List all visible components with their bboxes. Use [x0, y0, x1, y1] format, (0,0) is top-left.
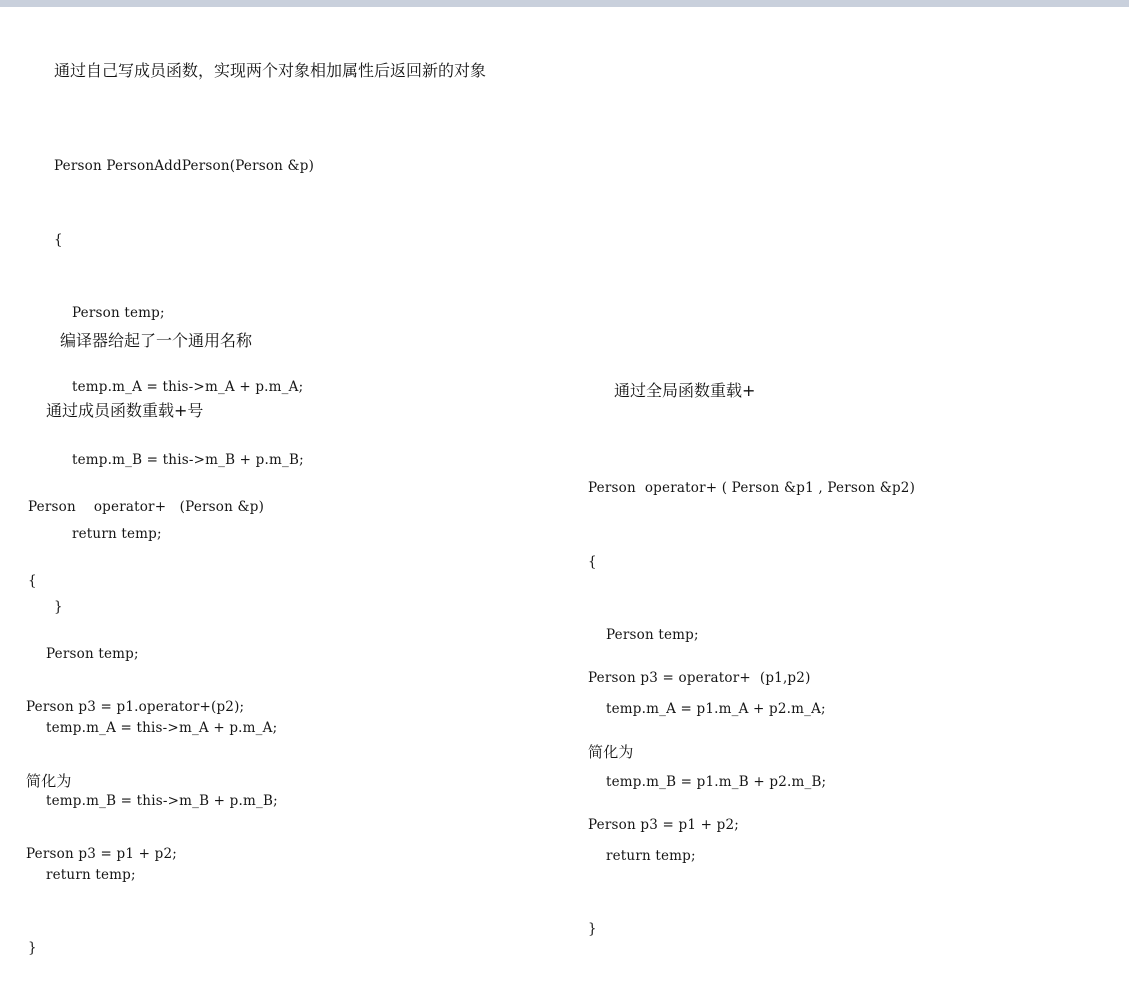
member-overload-heading: 通过成员函数重载+号 [46, 401, 204, 420]
code-line: return temp; [28, 866, 136, 883]
call-short: Person p3 = p1 + p2; [588, 817, 739, 833]
section2-heading: 编译器给起了一个通用名称 [60, 331, 253, 350]
code-line: } [54, 599, 63, 615]
code-line: temp.m_A = p1.m_A + p2.m_A; [588, 700, 826, 717]
call-full: Person p3 = p1.operator+(p2); [26, 699, 245, 715]
code-line: return temp; [588, 847, 696, 864]
global-overload-heading: 通过全局函数重载+ [614, 381, 756, 400]
code-line: { [54, 231, 63, 248]
code-line: } [28, 940, 37, 956]
code-line: } [588, 921, 597, 937]
code-line: temp.m_B = this->m_B + p.m_B; [28, 793, 278, 809]
section1-heading: 通过自己写成员函数，实现两个对象相加属性后返回新的对象 [54, 61, 487, 80]
code-line: return temp; [54, 525, 162, 542]
code-line: temp.m_B = this->m_B + p.m_B; [54, 452, 304, 468]
code-line: Person PersonAddPerson(Person &p) [54, 158, 315, 174]
call-full: Person p3 = operator+ (p1,p2) [588, 670, 811, 686]
code-line: Person temp; [588, 627, 699, 643]
simplify-label: 简化为 [588, 742, 634, 761]
code-line: { [28, 572, 37, 589]
code-line: Person operator+ (Person &p) [28, 499, 265, 515]
top-bar [0, 0, 1129, 7]
code-line: Person temp; [28, 646, 139, 662]
member-overload-usage [26, 646, 244, 891]
code-line: { [588, 553, 597, 570]
simplify-label: 简化为 [26, 771, 72, 790]
code-line: temp.m_A = this->m_A + p.m_A; [28, 719, 278, 736]
code-line: Person temp; [54, 305, 165, 321]
code-line: Person operator+ ( Person &p1 , Person &p2) [588, 480, 916, 496]
code-line: temp.m_B = p1.m_B + p2.m_B; [588, 774, 827, 790]
code-line: temp.m_A = this->m_A + p.m_A; [54, 378, 304, 395]
global-overload-usage [588, 617, 811, 862]
call-short: Person p3 = p1 + p2; [26, 846, 177, 862]
